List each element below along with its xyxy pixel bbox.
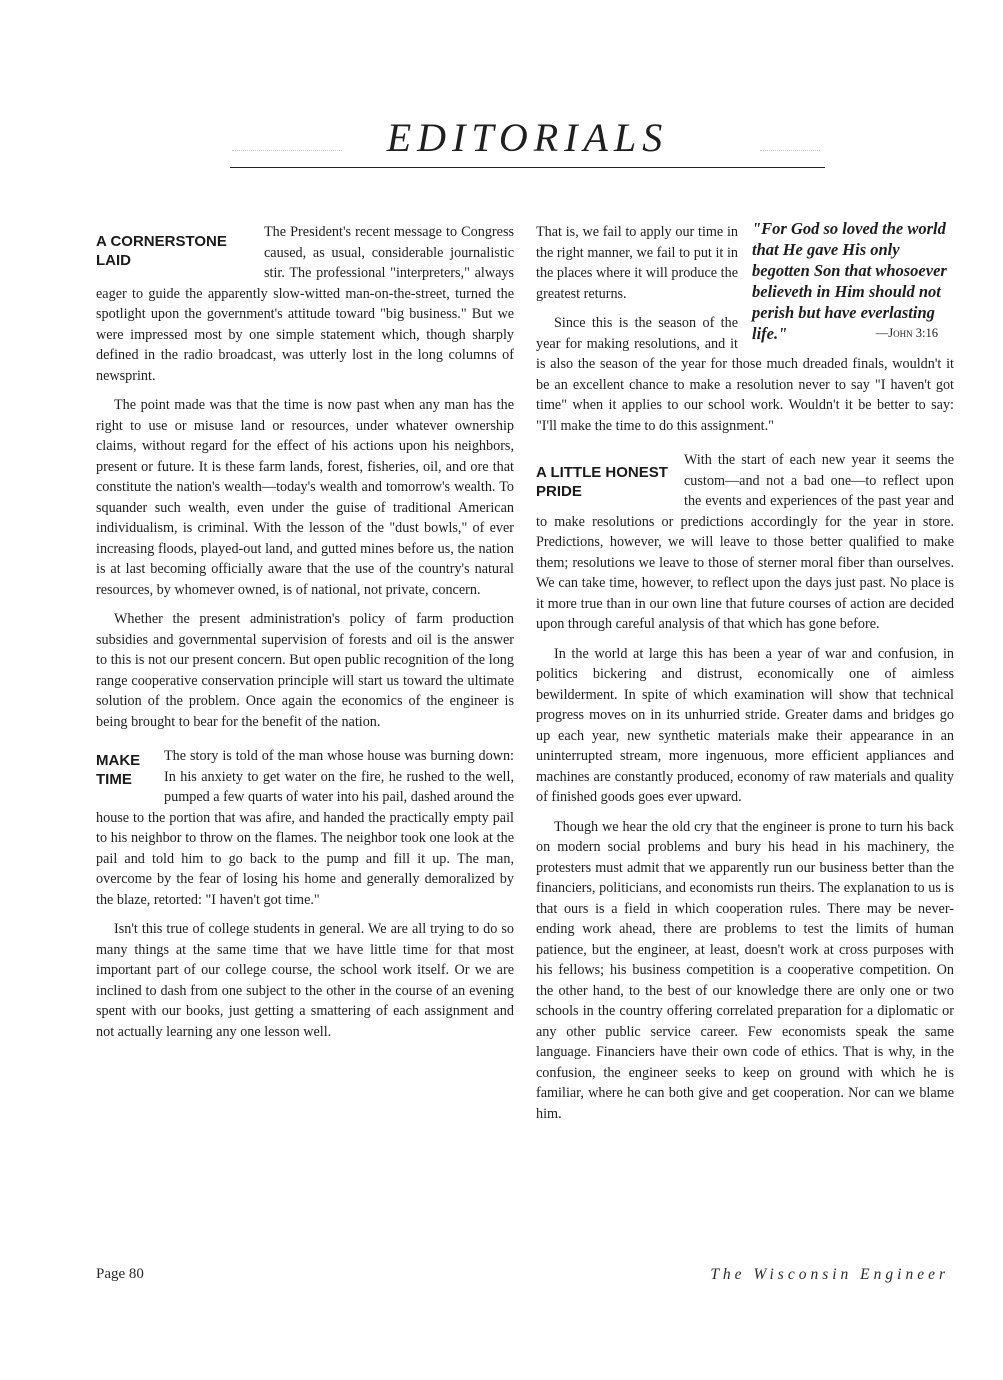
page-title: EDITORIALS <box>386 115 669 160</box>
make-time-continued-paragraph-1: That is, we fail to apply our time in the right manner, we fail to put it in the places where it will produce the greatest returns. <box>536 224 738 302</box>
masthead <box>230 112 825 170</box>
title-rule <box>230 167 825 168</box>
quote-text: "For God so loved the world that He gave His only begotten Son that whosoever believeth in Him should not perish but have everlasting life." <box>752 219 947 343</box>
scripture-quote <box>752 218 954 344</box>
cornerstone-paragraph-2: The point made was that the time is now past when any man has the right to use or misuse land or resources, under whatever ownership claims, without regard for the effect of his actions upon his neighbors, present or future. It is these farm lands, forest, fisheries, oil, and ore that constitute the nation's wealth—today's wealth and tomorrow's wealth. To squander such wealth, even under the guise of traditional American individualism, is criminal. With the lesson of the "dust bowls," of ever increasing floods, played-out land, and gutted mines before us, the nation is at last becoming officially aware that the use of the country's natural resources, by whomever owned, is of national, not private, concern. <box>96 397 514 598</box>
section-heading-cornerstone: A CORNERSTONE LAID <box>96 233 227 269</box>
publication-name: The Wisconsin Engineer <box>710 1266 949 1283</box>
left-column <box>96 222 514 1042</box>
honest-pride-paragraph-1: With the start of each new year it seems the custom—and not a bad one—to reflect upon the events and experiences of the past year and to make resolutions or predictions accordingly for the year in store. Predictions, however, we will leave to those better qualified to make them; resolutions we leave to those of sterner moral fiber than ourselves. We can take time, however, to reflect upon the days just past. No place is it more true than in our own line that future courses of action are decided upon through careful analysis of that which has gone before. <box>536 452 954 632</box>
page-number: Page 80 <box>96 1266 144 1282</box>
cornerstone-paragraph-3: Whether the present administration's policy of farm production subsidies and governmental supervision of forests and oil is the answer to this is not our present concern. But open public recognition of the long range cooperative conservation principle will start us toward the ultimate solution of the problem. Once again the economics of the engineer is being brought to bear for the benefit of the nation. <box>96 611 514 730</box>
quote-citation: —John 3:16 <box>875 326 938 340</box>
section-heading-make-time: MAKE TIME <box>96 752 141 788</box>
honest-pride-paragraph-3: Though we hear the old cry that the engineer is prone to turn his back on modern social problems and bury his head in his machinery, the protesters must admit that we apparently run our business better than the financiers, politicians, and economists run theirs. The explanation to us is that ours is a field in which cooperation rules. There may be never-ending work ahead, there are problems to test the limits of human patience, but the engineer, at least, doesn't work at cross purposes with his fellows; his business competition is a cooperative competition. On the other hand, to the best of our knowledge there are only one or two schools in the country offering correlated preparation for a diplomatic or any other public service career. Few economists speak the same language. Financiers have their own code of ethics. That is why, in the confusion, the engineer seeks to keep on ground with which he is familiar, where he can both give and get cooperation. Nor can we blame him. <box>536 818 954 1122</box>
honest-pride-paragraph-2: In the world at large this has been a year of war and confusion, in politics bickering and distrust, economically one of aimless bewilderment. In spite of which examination will show that technical progress moves on in its unhurried stride. Greater dams and bridges go up each year, new synthetic materials make their appearance in an uninterrupted stream, more ingenuous, more efficient appliances and machines are constantly produced, economy of raw materials and quality of finished goods goes ever upward. <box>536 645 954 805</box>
make-time-continued-paragraph-2: Since this is the season of the year for making resolutions, and it is also the season of the year for those much dreaded finals, wouldn't it be an excellent chance to make a resolution never to say "I haven't got time" when it applies to our school work. Wouldn't it be better to say: "I'll make the time to do this assignment." <box>536 315 954 434</box>
section-heading-honest-pride: A LITTLE HONEST PRIDE <box>536 464 668 500</box>
make-time-paragraph-1: The story is told of the man whose house was burning down: In his anxiety to get water on the fire, he rushed to the well, pumped a few quarts of water into his pail, dashed around the house to the portion that was afire, and handed the practically empty pail to his neighbor to throw on the flames. The neighbor took one look at the pail and told him to go back to the pump and fill it up. The man, overcome by the fear of losing his home and generally demoralized by the blaze, retorted: "I haven't got time." <box>96 748 514 908</box>
cornerstone-paragraph-1: The President's recent message to Congress caused, as usual, considerable journalistic stir. The professional "interpreters," always eager to guide the apparently slow-witted man-on-the-street, turned the spotlight upon the government's attitude toward "big business." But we were impressed most by one simple statement which, though sharply defined in the radio broadcast, was utterly lost in the long columns of newsprint. <box>96 224 514 384</box>
right-column <box>536 219 954 1124</box>
decorative-rule-right <box>760 150 820 151</box>
make-time-paragraph-2: Isn't this true of college students in general. We are all trying to do so many things at the same time that we have little time for that most important part of our college course, the school work itself. Or we are inclined to dash from one subject to the other in the course of an evening spent with our books, just getting a smattering of each assignment and not actually learning any one lesson well. <box>96 921 514 1040</box>
decorative-rule-left <box>232 150 342 151</box>
